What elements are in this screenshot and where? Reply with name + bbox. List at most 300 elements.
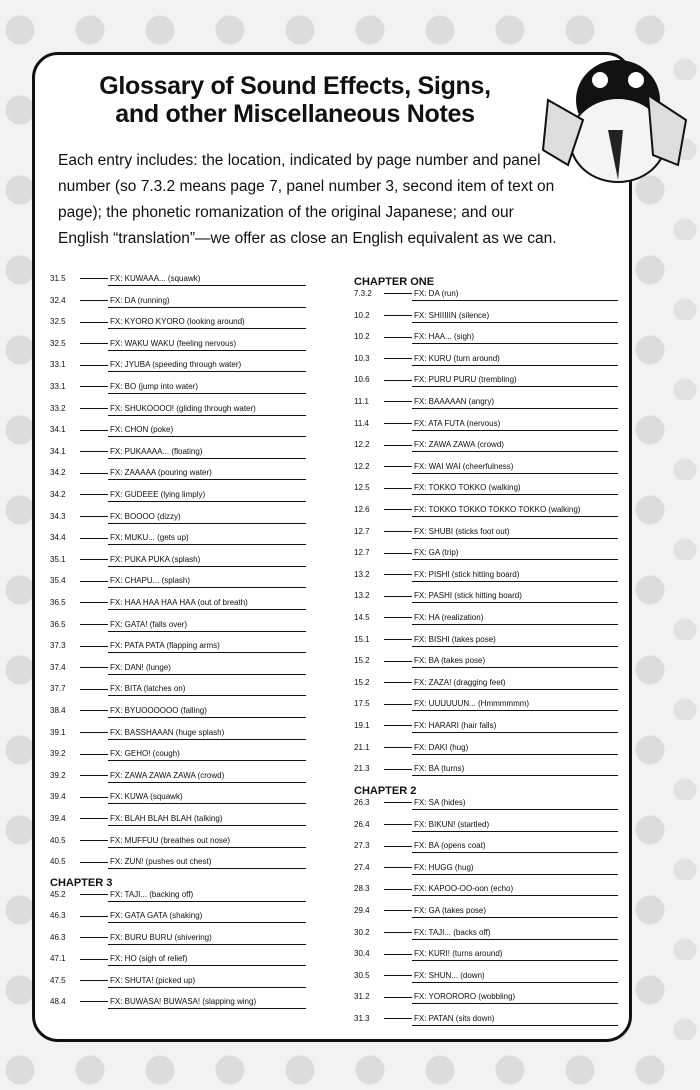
- entry-fx-text: FX: SHUTA! (picked up): [110, 975, 196, 985]
- glossary-entry: [50, 954, 306, 966]
- entry-leader-line: [384, 596, 412, 597]
- entry-location: 34.3: [50, 511, 66, 521]
- entry-fx-text: FX: ZAAAAA (pouring water): [110, 468, 212, 478]
- entry-underline: [108, 587, 306, 588]
- entry-leader-line: [80, 365, 108, 366]
- glossary-entry: [354, 570, 618, 582]
- glossary-entry: [50, 684, 306, 696]
- entry-underline: [412, 874, 618, 875]
- entry-underline: [412, 982, 618, 983]
- entry-location: 32.4: [50, 295, 66, 305]
- entry-underline: [108, 965, 306, 966]
- entry-leader-line: [384, 846, 412, 847]
- entry-underline: [412, 624, 618, 625]
- entry-location: 34.1: [50, 446, 66, 456]
- entry-underline: [108, 307, 306, 308]
- entry-location: 38.4: [50, 706, 66, 715]
- penguin-mascot-illustration: [538, 40, 688, 190]
- entry-fx-text: FX: TAJI... (backing off): [110, 890, 194, 899]
- entry-underline: [108, 458, 306, 459]
- entry-location: 15.2: [354, 677, 370, 687]
- entry-underline: [108, 803, 306, 804]
- entry-leader-line: [80, 300, 108, 301]
- entry-underline: [412, 473, 618, 474]
- entry-leader-line: [80, 775, 108, 776]
- glossary-entry: [354, 863, 618, 875]
- entry-leader-line: [384, 975, 412, 976]
- entry-location: 39.4: [50, 792, 66, 802]
- entry-location: 36.5: [50, 598, 66, 607]
- entry-underline: [412, 451, 618, 452]
- glossary-entry: [354, 743, 618, 755]
- entry-fx-text: FX: KUWAAA... (squawk): [110, 274, 201, 283]
- entry-underline: [412, 516, 618, 517]
- entry-underline: [108, 350, 306, 351]
- chapter-heading: CHAPTER ONE: [354, 276, 435, 288]
- entry-leader-line: [80, 916, 108, 917]
- entry-underline: [412, 494, 618, 495]
- entry-leader-line: [80, 322, 108, 323]
- entry-location: 39.2: [50, 749, 66, 759]
- entry-fx-text: FX: MUKU... (gets up): [110, 533, 189, 543]
- entry-underline: [108, 285, 306, 286]
- entry-fx-text: FX: DAN! (lunge): [110, 662, 171, 672]
- glossary-entry: [354, 656, 618, 668]
- entry-fx-text: FX: PASHI (stick hitting board): [414, 591, 522, 601]
- glossary-entry: [354, 419, 618, 431]
- entry-leader-line: [384, 509, 412, 510]
- chapter-heading: CHAPTER 3: [50, 877, 113, 889]
- entry-leader-line: [384, 574, 412, 575]
- entry-underline: [412, 1003, 618, 1004]
- entry-fx-text: FX: BA (opens coat): [414, 841, 486, 851]
- entry-fx-text: FX: CHON (poke): [110, 425, 174, 435]
- entry-leader-line: [80, 516, 108, 517]
- entry-fx-text: FX: JYUBA (speeding through water): [110, 360, 242, 370]
- entry-location: 27.3: [354, 841, 370, 851]
- entry-fx-text: FX: HAA HAA HAA HAA (out of breath): [110, 598, 248, 607]
- glossary-entry: [50, 641, 306, 653]
- entry-location: 12.6: [354, 505, 370, 514]
- entry-underline: [412, 602, 618, 603]
- entry-fx-text: FX: DA (run): [414, 289, 459, 298]
- entry-location: 13.2: [354, 591, 370, 601]
- glossary-entry: [50, 490, 306, 502]
- glossary-entry: [50, 890, 306, 902]
- entry-leader-line: [384, 315, 412, 316]
- glossary-entry: [50, 512, 306, 524]
- entry-location: 34.4: [50, 533, 66, 543]
- entry-leader-line: [384, 380, 412, 381]
- entry-location: 31.5: [50, 274, 66, 283]
- entry-fx-text: FX: SHIIIIIN (silence): [414, 310, 490, 320]
- entry-underline: [108, 922, 306, 923]
- entry-location: 33.1: [50, 360, 66, 370]
- entry-leader-line: [80, 667, 108, 668]
- entry-underline: [108, 1008, 306, 1009]
- glossary-entry: [50, 620, 306, 632]
- entry-location: 47.1: [50, 954, 66, 964]
- glossary-entry: [354, 841, 618, 853]
- entry-location: 26.3: [354, 798, 370, 807]
- entry-underline: [108, 782, 306, 783]
- entry-leader-line: [384, 1018, 412, 1019]
- entry-underline: [412, 559, 618, 560]
- glossary-entry: [50, 663, 306, 675]
- entry-fx-text: FX: ZAZA! (dragging feet): [414, 677, 506, 687]
- entry-location: 7.3.2: [354, 289, 372, 298]
- entry-fx-text: FX: PUKAAAA... (floating): [110, 446, 203, 456]
- entry-fx-text: FX: YORORORO (wobbling): [414, 992, 516, 1002]
- entry-fx-text: FX: ZAWA ZAWA ZAWA (crowd): [110, 770, 225, 780]
- entry-leader-line: [80, 732, 108, 733]
- entry-leader-line: [384, 553, 412, 554]
- entry-location: 34.2: [50, 490, 66, 499]
- entry-leader-line: [384, 997, 412, 998]
- glossary-entry: [50, 836, 306, 848]
- glossary-entry: [354, 397, 618, 409]
- entry-location: 27.4: [354, 862, 370, 872]
- entry-fx-text: FX: TAJI... (backs off): [414, 927, 491, 937]
- entry-leader-line: [80, 937, 108, 938]
- entry-location: 40.5: [50, 857, 66, 867]
- entry-leader-line: [80, 646, 108, 647]
- glossary-entry: [354, 440, 618, 452]
- entry-fx-text: FX: KUWA (squawk): [110, 792, 183, 802]
- entry-location: 47.5: [50, 975, 66, 985]
- glossary-entry: [50, 598, 306, 610]
- entry-underline: [412, 408, 618, 409]
- glossary-entry: [50, 296, 306, 308]
- entry-underline: [108, 901, 306, 902]
- glossary-entry: [50, 911, 306, 923]
- entry-fx-text: FX: KYORO KYORO (looking around): [110, 317, 245, 327]
- glossary-entry: [50, 274, 306, 286]
- glossary-entry: [50, 382, 306, 394]
- entry-leader-line: [384, 531, 412, 532]
- entry-leader-line: [384, 661, 412, 662]
- entry-fx-text: FX: SA (hides): [414, 798, 466, 807]
- entry-leader-line: [384, 802, 412, 803]
- entry-location: 12.5: [354, 483, 370, 493]
- entry-fx-text: FX: BIKUN! (startled): [414, 819, 490, 829]
- entry-location: 48.4: [50, 997, 66, 1006]
- entry-fx-text: FX: SHUN... (down): [414, 970, 485, 980]
- entry-fx-text: FX: ZAWA ZAWA (crowd): [414, 440, 504, 450]
- entry-fx-text: FX: UUUUUUN... (Hmmmmmm): [414, 699, 530, 709]
- entry-underline: [108, 987, 306, 988]
- entry-location: 10.2: [354, 310, 370, 320]
- entry-leader-line: [80, 581, 108, 582]
- entry-location: 35.4: [50, 576, 66, 586]
- entry-fx-text: FX: HA (realization): [414, 613, 484, 622]
- glossary-entry: [354, 311, 618, 323]
- entry-location: 17.5: [354, 699, 370, 709]
- entry-fx-text: FX: HO (sigh of relief): [110, 954, 188, 964]
- entry-leader-line: [384, 932, 412, 933]
- entry-underline: [108, 739, 306, 740]
- entry-leader-line: [80, 430, 108, 431]
- entry-leader-line: [80, 710, 108, 711]
- entry-underline: [412, 300, 618, 301]
- entry-location: 33.2: [50, 403, 66, 413]
- entry-underline: [412, 754, 618, 755]
- glossary-entry: [50, 576, 306, 588]
- entry-fx-text: FX: BAAAAAN (angry): [414, 397, 495, 406]
- entry-location: 15.2: [354, 656, 370, 666]
- glossary-entry: [354, 527, 618, 539]
- entry-underline: [412, 322, 618, 323]
- entry-location: 39.4: [50, 814, 66, 823]
- glossary-entry: [354, 971, 618, 983]
- entry-location: 31.3: [354, 1014, 370, 1023]
- entry-fx-text: FX: TOKKO TOKKO (walking): [414, 483, 521, 493]
- entry-location: 36.5: [50, 619, 66, 629]
- entry-underline: [412, 667, 618, 668]
- entry-fx-text: FX: HARARI (hair falls): [414, 721, 497, 730]
- entry-underline: [412, 1025, 618, 1026]
- glossary-entry: [354, 591, 618, 603]
- entry-underline: [412, 430, 618, 431]
- entry-fx-text: FX: KURI! (turns around): [414, 949, 503, 959]
- entry-fx-text: FX: BOOOO (dizzy): [110, 511, 181, 521]
- entry-location: 12.2: [354, 440, 370, 450]
- entry-location: 10.2: [354, 332, 370, 342]
- entry-underline: [108, 371, 306, 372]
- entry-location: 21.1: [354, 742, 370, 752]
- glossary-entry: [50, 749, 306, 761]
- entry-location: 30.4: [354, 949, 370, 959]
- entry-leader-line: [384, 769, 412, 770]
- entry-underline: [412, 732, 618, 733]
- entry-leader-line: [80, 754, 108, 755]
- entry-leader-line: [80, 559, 108, 560]
- entry-leader-line: [384, 889, 412, 890]
- entry-location: 35.1: [50, 554, 66, 564]
- entry-leader-line: [80, 343, 108, 344]
- glossary-entry: [50, 425, 306, 437]
- entry-leader-line: [384, 445, 412, 446]
- entry-fx-text: FX: GUDEEE (lying limply): [110, 490, 206, 499]
- entry-leader-line: [384, 358, 412, 359]
- glossary-entry: [50, 447, 306, 459]
- entry-underline: [412, 386, 618, 387]
- glossary-entry: [354, 949, 618, 961]
- entry-underline: [108, 717, 306, 718]
- glossary-entry: [50, 706, 306, 718]
- entry-underline: [108, 944, 306, 945]
- glossary-entry: [354, 483, 618, 495]
- entry-location: 30.2: [354, 927, 370, 937]
- entry-leader-line: [384, 954, 412, 955]
- entry-underline: [108, 523, 306, 524]
- entry-fx-text: FX: HUGG (hug): [414, 862, 474, 872]
- entry-fx-text: FX: TOKKO TOKKO TOKKO TOKKO (walking): [414, 505, 581, 514]
- entry-underline: [108, 868, 306, 869]
- entry-fx-text: FX: PUKA PUKA (splash): [110, 554, 201, 564]
- glossary-entry: [354, 375, 618, 387]
- entry-location: 32.5: [50, 338, 66, 348]
- entry-location: 14.5: [354, 613, 370, 622]
- glossary-entry: [50, 792, 306, 804]
- entry-leader-line: [384, 639, 412, 640]
- entry-location: 40.5: [50, 835, 66, 845]
- entry-underline: [108, 544, 306, 545]
- entry-location: 33.1: [50, 382, 66, 391]
- entry-leader-line: [384, 488, 412, 489]
- entry-underline: [108, 436, 306, 437]
- entry-location: 37.7: [50, 684, 66, 694]
- entry-location: 45.2: [50, 890, 66, 899]
- intro-paragraph: Each entry includes: the location, indicated by page number and panel number (so 7.3.2 means page 7, panel number 3, second item of text on page); the phonetic romanization of the original Japanese; and our English “translation”—we offer as close an English equivalent as we can.: [58, 152, 557, 247]
- glossary-entry: [354, 764, 618, 776]
- entry-fx-text: FX: GATA! (falls over): [110, 619, 188, 629]
- glossary-entry: [50, 857, 306, 869]
- entry-underline: [412, 365, 618, 366]
- glossary-entry: [354, 820, 618, 832]
- glossary-entry: [50, 533, 306, 545]
- glossary-entry: [354, 1014, 618, 1026]
- entry-fx-text: FX: GATA GATA (shaking): [110, 911, 203, 921]
- entry-fx-text: FX: ZUN! (pushes out chest): [110, 857, 212, 867]
- page-title: [60, 72, 530, 128]
- entry-fx-text: FX: BISHI (takes pose): [414, 634, 496, 644]
- entry-fx-text: FX: PURU PURU (trembling): [414, 375, 517, 385]
- entry-fx-text: FX: GA (trip): [414, 548, 459, 558]
- entry-leader-line: [384, 725, 412, 726]
- entry-location: 29.4: [354, 906, 370, 915]
- entry-location: 21.3: [354, 764, 370, 774]
- entry-leader-line: [80, 818, 108, 819]
- entry-underline: [108, 847, 306, 848]
- entry-location: 37.3: [50, 641, 66, 651]
- glossary-entry: [50, 468, 306, 480]
- entry-location: 26.4: [354, 819, 370, 829]
- entry-fx-text: FX: GEHO! (cough): [110, 749, 180, 759]
- glossary-entry: [354, 548, 618, 560]
- entry-fx-text: FX: SHUKOOOO! (gliding through water): [110, 403, 256, 413]
- entry-location: 46.3: [50, 932, 66, 942]
- chapter-heading: CHAPTER 2: [354, 785, 417, 797]
- entry-fx-text: FX: PISHI (stick hitting board): [414, 569, 520, 579]
- entry-leader-line: [80, 862, 108, 863]
- glossary-entry: [354, 462, 618, 474]
- entry-leader-line: [80, 473, 108, 474]
- glossary-entry: [354, 505, 618, 517]
- entry-fx-text: FX: BLAH BLAH BLAH (talking): [110, 814, 223, 823]
- entry-location: 10.3: [354, 353, 370, 363]
- entry-location: 13.2: [354, 569, 370, 579]
- entry-leader-line: [384, 401, 412, 402]
- entry-location: 15.1: [354, 634, 370, 644]
- entry-leader-line: [384, 466, 412, 467]
- entry-underline: [108, 479, 306, 480]
- entry-location: 30.5: [354, 970, 370, 980]
- entry-leader-line: [384, 910, 412, 911]
- entry-leader-line: [80, 689, 108, 690]
- entry-leader-line: [384, 682, 412, 683]
- entry-underline: [412, 689, 618, 690]
- glossary-entry: [50, 997, 306, 1009]
- entry-fx-text: FX: BURU BURU (shivering): [110, 932, 212, 942]
- entry-leader-line: [80, 624, 108, 625]
- entry-fx-text: FX: DAKI (hug): [414, 742, 469, 752]
- entry-fx-text: FX: KAPOO-OO-oon (echo): [414, 884, 514, 894]
- entry-underline: [108, 695, 306, 696]
- entry-underline: [412, 538, 618, 539]
- entry-leader-line: [384, 423, 412, 424]
- entry-leader-line: [80, 602, 108, 603]
- entry-location: 12.7: [354, 548, 370, 558]
- entry-leader-line: [80, 1001, 108, 1002]
- glossary-entry: [50, 814, 306, 826]
- glossary-entry: [354, 928, 618, 940]
- entry-fx-text: FX: DA (running): [110, 295, 170, 305]
- entry-underline: [412, 581, 618, 582]
- entry-location: 28.3: [354, 884, 370, 894]
- entry-fx-text: FX: SHUBI (sticks foot out): [414, 526, 510, 536]
- entry-leader-line: [80, 408, 108, 409]
- entry-underline: [412, 775, 618, 776]
- entry-fx-text: FX: BASSHAAAN (huge splash): [110, 727, 225, 737]
- entry-location: 12.7: [354, 526, 370, 536]
- entry-fx-text: FX: BA (takes pose): [414, 656, 486, 666]
- entry-underline: [108, 760, 306, 761]
- entry-underline: [412, 852, 618, 853]
- entry-underline: [108, 328, 306, 329]
- title-line-2: and other Miscellaneous Notes: [115, 100, 475, 128]
- glossary-entry: [354, 721, 618, 733]
- entry-leader-line: [80, 538, 108, 539]
- entry-underline: [412, 917, 618, 918]
- entry-fx-text: FX: MUFFUU (breathes out nose): [110, 835, 231, 845]
- entry-location: 19.1: [354, 721, 370, 730]
- entry-leader-line: [80, 959, 108, 960]
- entry-location: 37.4: [50, 662, 66, 672]
- entry-leader-line: [384, 747, 412, 748]
- glossary-entry: [354, 906, 618, 918]
- entry-fx-text: FX: GA (takes pose): [414, 906, 487, 915]
- entry-location: 39.1: [50, 727, 66, 737]
- entry-leader-line: [384, 867, 412, 868]
- glossary-entry: [50, 404, 306, 416]
- entry-leader-line: [384, 337, 412, 338]
- title-line-1: Glossary of Sound Effects, Signs,: [99, 72, 491, 100]
- entry-leader-line: [384, 704, 412, 705]
- entry-leader-line: [384, 617, 412, 618]
- entry-location: 39.2: [50, 770, 66, 780]
- glossary-entry: [50, 933, 306, 945]
- entry-underline: [412, 831, 618, 832]
- glossary-entry: [354, 354, 618, 366]
- glossary-entry: [354, 289, 618, 301]
- entry-location: 32.5: [50, 317, 66, 327]
- entry-leader-line: [384, 293, 412, 294]
- entry-fx-text: FX: PATA PATA (flapping arms): [110, 641, 220, 651]
- glossary-entry: [354, 699, 618, 711]
- entry-fx-text: FX: BITA (latches on): [110, 684, 186, 694]
- entry-leader-line: [80, 386, 108, 387]
- glossary-entry: [50, 360, 306, 372]
- entry-location: 31.2: [354, 992, 370, 1002]
- glossary-entry: [50, 771, 306, 783]
- entry-leader-line: [80, 278, 108, 279]
- glossary-entry: [354, 992, 618, 1004]
- entry-location: 11.4: [354, 418, 369, 428]
- entry-underline: [108, 674, 306, 675]
- entry-fx-text: FX: BYUOOOOOO (falling): [110, 706, 207, 715]
- entry-underline: [108, 393, 306, 394]
